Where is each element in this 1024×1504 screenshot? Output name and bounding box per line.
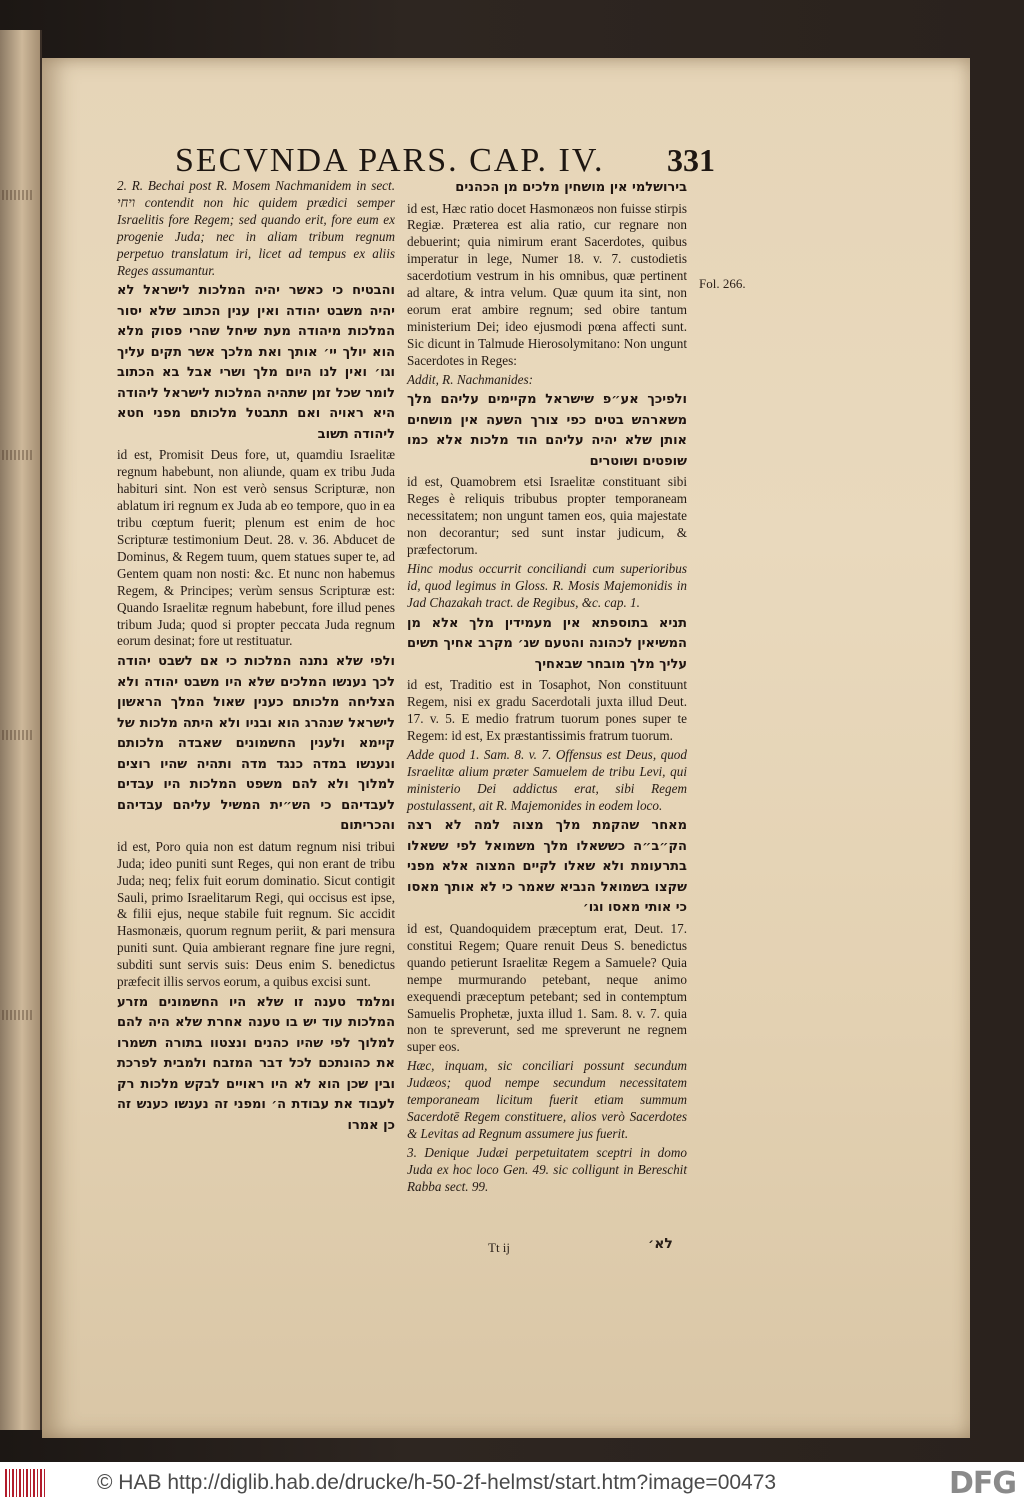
paragraph: 3. Denique Judæi perpetuitatem sceptri in domo Juda ex hoc loco Gen. 49. sic colligunt in Bereschit Rabba sect. 99.	[407, 1144, 687, 1194]
paragraph: id est, Poro quia non est datum regnum nisi tribui Juda; ideo puniti sunt Reges, qui non erant de tribu Juda; neq; felix fuit eorum dominatio. Sicut contigit Sauli, primo Israelitarum Regi, qui occisus est ipse, & filii ejus, neque stabile fuit regnum. Sic accidit Hasmonæis, quorum regnum periit, & pari mensura puniti sunt. Quia ambierant regnare fine jure regni, subditi sunt servis suis: Deus enim S. benedictus præfecit illis servos eorum, a quibus excisi sunt.	[117, 838, 395, 990]
hab-logo-icon	[5, 1469, 45, 1497]
hebrew-passage: ומלמד טענה זו שלא היו החשמונים מזרע המלכות עוד יש בו טענה אחרת שלא היה להם למלוך לפי שהיו כהנים ונצטוו בתורה תשמרו את כהונתכם לכל דבר המזבח ולמבית לפרכת ובין שכן הוא לא היו ראויים לבקש מלכות רק לעבוד את עבודת ה׳ ומפני זה נענשו כענש זה כן אמרו	[117, 994, 395, 1133]
hebrew-passage: מאחר שהקמת מלך מצוה למה לא רצה הק״ב״ה כששאלו מלך משמואל לפי ששאלו בתרעומת ולא שאלו לקיים המצוה אלא מפני שקצו בשמואל הנביא שאמר כי לא אותך מאסו כי אותי מאסו וגו׳	[407, 818, 687, 916]
right-column	[407, 178, 687, 1197]
hebrew-passage: תניא בתוספתא אין מעמידין מלך אלא מן המשיאין לכהונה והטעם שנ׳ מקרב אחיך תשים עליך מלך מובחר שבאחיך	[407, 615, 687, 672]
left-column	[117, 178, 395, 1138]
hebrew-passage: ולפי שלא נתנה המלכות כי אם לשבט יהודה לכך נענשו המלכים שלא היו משבט יהודה ולא הצליחה מלכותם כענין שאול המלך הראשון לישראל שנהרג הוא ובניו ולא היתה מלכות של קיימא ולענין החשמונים שאבדה מלכותם ונענשו במדה כנגד מדה ותהיה שהיו רוצים למלוך ולא להם משפט המלכות היו עבדים לעבדיהם כי הש״ית המשיל עליהם עבדיהם והכריתום	[117, 654, 395, 834]
dfg-logo: DFG	[948, 1466, 1016, 1501]
paragraph: id est, Quandoquidem præceptum erat, Deut. 17. constitui Regem; Quare renuit Deus S. benedictus quando petierunt Israelitæ Regem a Samuele? Quia nempe murmurando petebant, neque animo exequendi præceptum petebant; sed in contemptum Samuelis Prophetæ, juxta illud 1. Sam. 8. v. 7. quia non te spreverunt, sed me spreverunt ne regnem super eos.	[407, 920, 687, 1055]
paragraph: id est, Hæc ratio docet Hasmonæos non fuisse stirpis Regiæ. Præterea est alia ratio, cur regnare non debuerint; quia nimirum erant Sacerdotes, quibus imperatur in lege, Numer 18. v. 7. custodietis sacerdotium vestrum in his omnibus, quæ pertinent ad altare, & intra velum. Quæ quum ita sint, non eorum erat ambire regnum; sed obire tantum ministerium Dei; ideo ejusmodi pœna affecti sunt. Sic dicunt in Talmude Hierosolymitano: Non ungunt Sacerdotes in Reges:	[407, 200, 687, 368]
catchword: לא׳	[648, 1236, 673, 1252]
paragraph: id est, Quamobrem etsi Israelitæ constituant sibi Reges è reliquis tribubus propter temporaneam necessitatem; non ungunt tamen eos, quia majestate non decorantur; sed sunt instar judicum, & præfectorum.	[407, 474, 687, 558]
hebrew-passage: בירושלמי אין מושחין מלכים מן הכהנים	[455, 180, 687, 195]
page-number: 331	[667, 142, 715, 178]
paragraph: 2. R. Bechai post R. Mosem Nachmanidem in sect. ויחי contendit non hic quidem prædici semper Israelitis fore Regem; sed quando erit, fore eum ex progenie Juda; nec in aliam tribum regnum perpetuo translatum iri, licet ad tempus ex aliis Reges assumantur.	[117, 178, 395, 278]
margin-note: Fol. 266.	[699, 276, 746, 291]
paragraph: id est, Promisit Deus fore, ut, quamdiu Israelitæ regnum habebunt, non aliunde, quam ex tribu Juda habituri sint. Non est verò sensus Scripturæ, non ablatum iri regnum ex Juda ab eo tempore, quo in ea tribu cœptum fuerit; plenum est enim de hoc Scripturæ testimonium Deut. 28. v. 36. Abducet de Dominus, & Regem tuum, quem statues super te, ad Gentem quam non nosti: &c. Et nunc non habemus Regem, & Principes; verùm sensus Scripturæ est: Quando Israelitæ regnum habebunt, fore illud penes tribum Juda; quod si propter peccata Juda regnum eorum desinat; fore ut restituatur.	[117, 447, 395, 649]
paragraph: Addit, R. Nachmanides:	[407, 371, 533, 387]
paragraph: id est, Traditio est in Tosaphot, Non constituunt Regem, nisi ex gradu Sacerdotali juxta illud Deut. 17. v. 5. E medio fratrum tuorum pones super te Regem: id est, Ex præstantissimis fratrum tuorum.	[407, 677, 687, 743]
paragraph: Adde quod 1. Sam. 8. v. 7. Offensus est Deus, quod Israelitæ alium præter Samuelem de tribu Levi, qui ministerio Dei addictus erat, sibi Regem postulassent, ait R. Majemonides in eodem loco.	[407, 746, 687, 813]
page-header	[175, 142, 715, 180]
paragraph: Hinc modus occurrit conciliandi cum superioribus id, quod legimus in Gloss. R. Mosis Majemonidis in Jad Chazakah tract. de Regibus, &c. cap. 1.	[407, 561, 687, 610]
running-title: SECVNDA PARS. CAP. IV.	[175, 142, 605, 179]
copyright-link[interactable]: © HAB http://diglib.hab.de/drucke/h-50-2f-helmst/start.htm?image=00473	[97, 1471, 777, 1494]
hebrew-passage: והבטיח כי כאשר יהיה המלכות לישראל לא יהיה משבט יהודה ואין ענין הכתוב שלא יסור המלכות מיהודה מעת שיחל שהרי פסוק מלא הוא יולך יי׳ אותך ואת מלכך אשר תקים עליך וגו׳ ואין לנו היום מלך ושרי אבל בא הכתוב לומר שכל זמן שתהיה המלכות לישראל ליהודה היא ראויה ואם תתבטל מלכותם מפני חטא ליהודה תשוב	[117, 283, 395, 442]
paragraph: Hæc, inquam, sic conciliari possunt secundum Judæos; quod nempe secundum necessitatem temporaneam licitum fuerit etiam summum Sacerdotē Regem constituere, alios verò Sacerdotes & Levitas ad Regnum assumere jus fuerit.	[407, 1058, 687, 1141]
previous-page-edge	[0, 30, 42, 1430]
footer-bar	[0, 1462, 1024, 1504]
signature-mark: Tt ij	[488, 1240, 511, 1255]
hebrew-passage: ולפיכך אע״פ שישראל מקיימים עליהם מלך משארהש בטים כפי צורך השעה אין מושחים אותן שלא יהיה עליהם הוד מלכות אלא כמו שופטים ושוטרים	[407, 392, 687, 469]
